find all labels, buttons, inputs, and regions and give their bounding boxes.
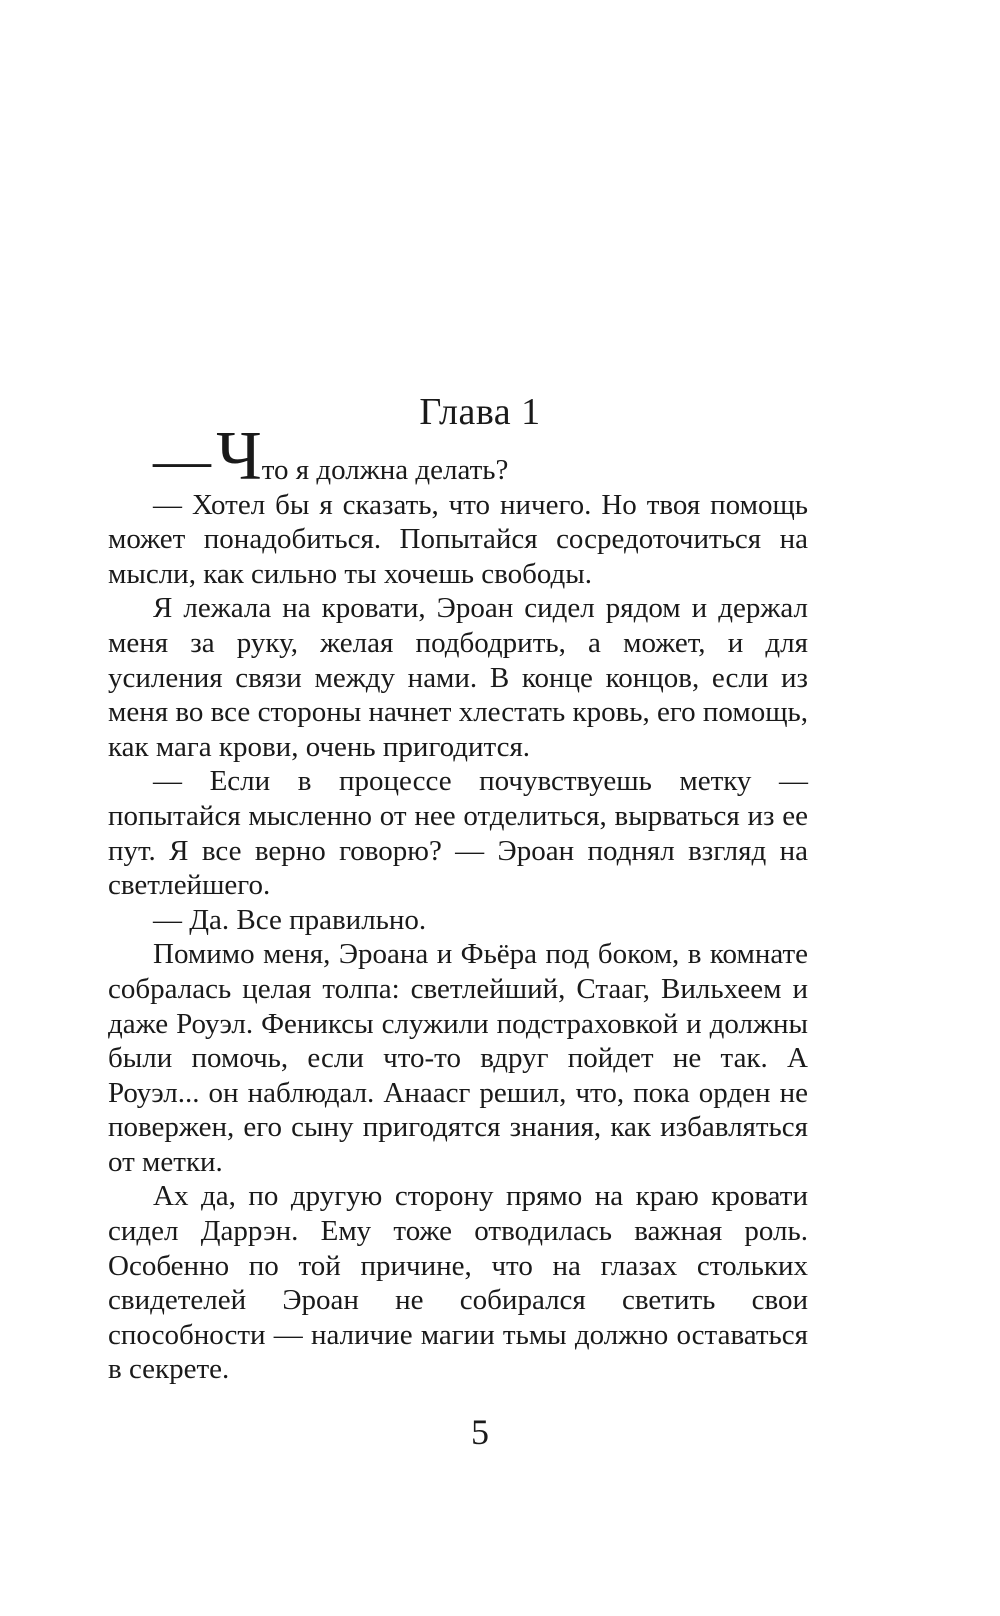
chapter-text [108, 418, 808, 1387]
paragraph: Помимо меня, Эроана и Фьёра под боком, в комнате собралась целая толпа: светлейший, Стааг, Вильхеем и даже Роуэл. Фениксы служили подстраховкой и должны были помочь, если что-то вдруг пойдет не так. А Роуэл... он наблюдал. Анаасг решил, что, пока орден не повержен, его сыну пригодятся знания, как избавляться от метки. [108, 938, 808, 1178]
opening-paragraph [108, 418, 808, 495]
paragraph: — Если в процессе почувствуешь метку — попытайся мысленно от нее отделиться, вырваться из ее пут. Я все верно говорю? — Эроан поднял взгляд на светлейшего. [108, 765, 808, 902]
paragraph: — Да. Все правильно. [153, 903, 427, 936]
page-number: 5 [471, 1412, 489, 1452]
paragraph: Ах да, по другую сторону прямо на краю кровати сидел Даррэн. Ему тоже отводилась важная роль. Особенно по той причине, что на глазах стольких свидетелей Эроан не собирался светить свои способности — наличие магии тьмы должно оставаться в секрете. [108, 1180, 808, 1386]
chapter-title: Глава 1 [419, 391, 541, 433]
dropcap-dash: — [153, 427, 211, 492]
paragraph: — Хотел бы я сказать, что ничего. Но твоя помощь может понадобиться. Попытайся сосредоточиться на мысли, как сильно ты хочешь свободы. [108, 488, 808, 590]
dropcap-letter: Ч [216, 418, 262, 495]
paragraph: Я лежала на кровати, Эроан сидел рядом и держал меня за руку, желая подбодрить, а может, и для усиления связи между нами. В конце концов, если из меня во все стороны начнет хлестать кровь, его помощь, как мага крови, очень пригодится. [108, 592, 808, 763]
opening-line-text: то я должна делать? [261, 454, 509, 486]
